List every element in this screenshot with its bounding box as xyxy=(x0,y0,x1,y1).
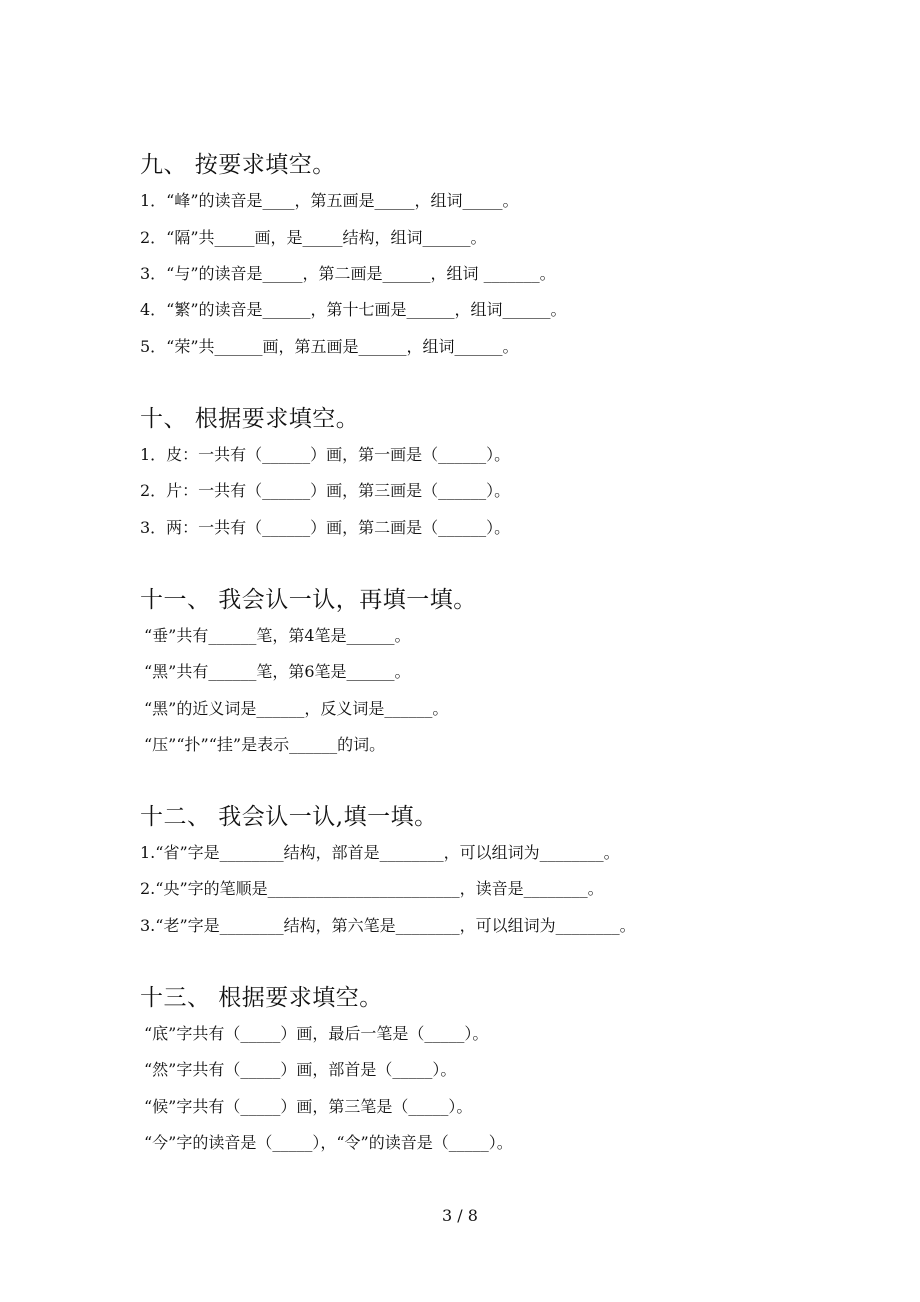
question-item: “底”字共有（_____）画，最后一笔是（_____）。 xyxy=(144,1024,489,1043)
section-title: 十三、 根据要求填空。 xyxy=(140,985,383,1011)
question-item: 1.“省”字是________结构，部首是________，可以组词为________。 xyxy=(140,843,620,862)
question-item: 1．皮：一共有（______）画，第一画是（______）。 xyxy=(140,445,511,464)
question-item: 3．两：一共有（______）画，第二画是（______）。 xyxy=(140,518,511,537)
section-title: 十一、 我会认一认，再填一填。 xyxy=(140,587,477,613)
question-item: 2．“隔”共_____画，是_____结构，组词______。 xyxy=(140,228,487,247)
question-item: “压”“扑”“挂”是表示______的词。 xyxy=(144,735,386,754)
section-title: 十、 根据要求填空。 xyxy=(140,406,360,432)
question-item: “然”字共有（_____）画，部首是（_____）。 xyxy=(144,1060,457,1079)
section-title: 十二、 我会认一认,填一填。 xyxy=(140,804,438,830)
question-item: “候”字共有（_____）画，第三笔是（_____）。 xyxy=(144,1097,473,1116)
question-item: “黑”共有______笔，第6笔是______。 xyxy=(144,662,411,681)
question-item: 3．“与”的读音是_____，第二画是______，组词 _______。 xyxy=(140,264,556,283)
question-item: 5．“荣”共______画，第五画是______，组词______。 xyxy=(140,337,519,356)
question-item: “垂”共有______笔，第4笔是______。 xyxy=(144,626,411,645)
page-number: 3 / 8 xyxy=(442,1206,478,1225)
question-item: “黑”的近义词是______，反义词是______。 xyxy=(144,699,449,718)
question-item: 2．片：一共有（______）画，第三画是（______）。 xyxy=(140,481,511,500)
question-item: 3.“老”字是________结构，第六笔是________，可以组词为________。 xyxy=(140,916,636,935)
section-title: 九、 按要求填空。 xyxy=(140,152,336,178)
question-item: 2.“央”字的笔顺是________________________，读音是________。 xyxy=(140,879,604,898)
question-item: 1．“峰”的读音是____，第五画是_____，组词_____。 xyxy=(140,191,519,210)
question-item: 4．“繁”的读音是______，第十七画是______，组词______。 xyxy=(140,300,567,319)
question-item: “今”字的读音是（_____），“令”的读音是（_____）。 xyxy=(144,1133,513,1152)
